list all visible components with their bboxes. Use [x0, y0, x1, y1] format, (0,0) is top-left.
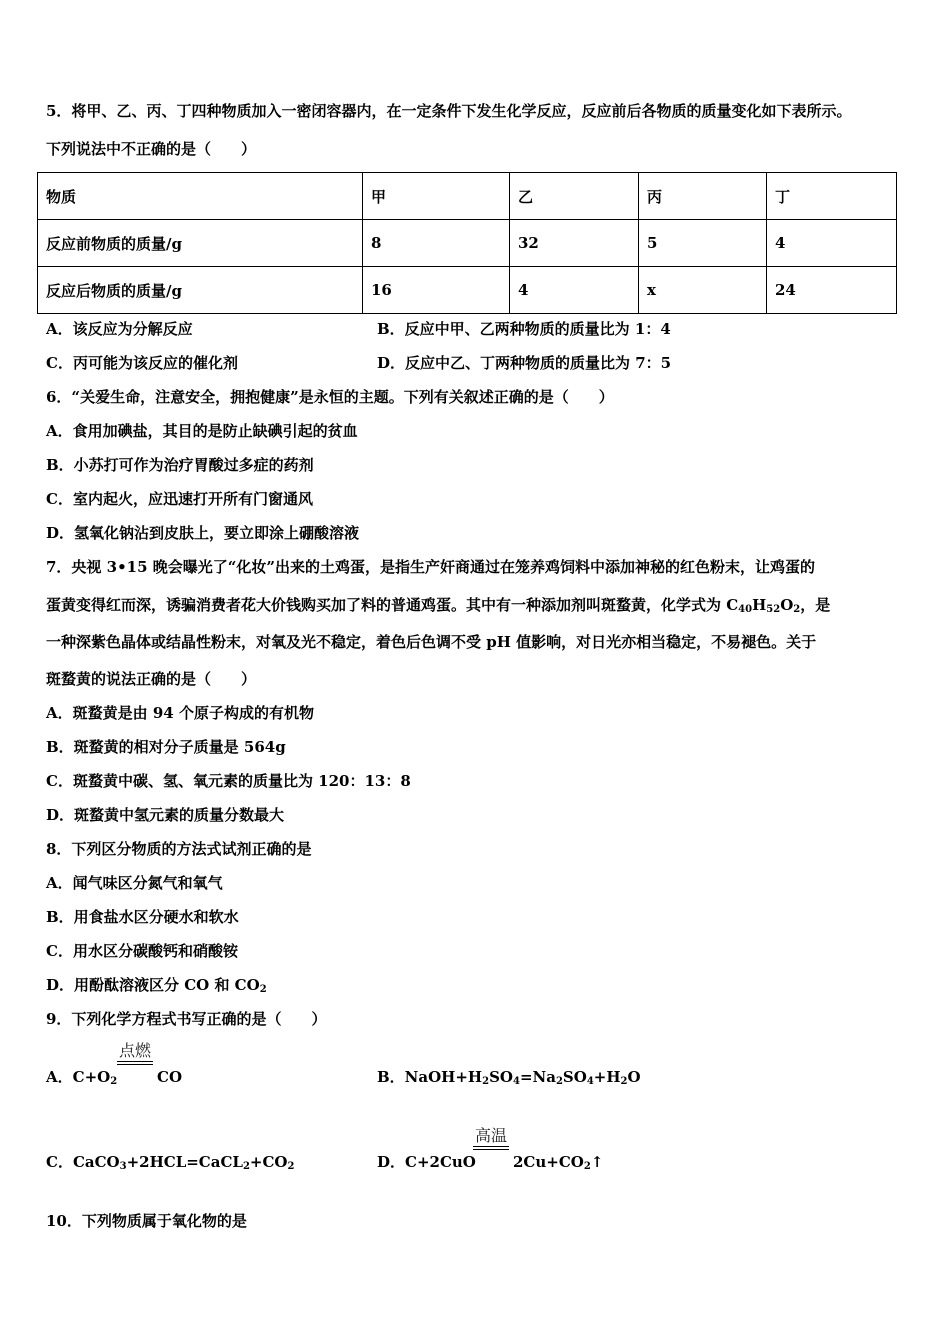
q5-option-a: A．该反应为分解反应	[46, 320, 193, 338]
q6-stem: 6．“关爱生命，注意安全，拥抱健康”是永恒的主题。下列有关叙述正确的是（ ）	[46, 388, 614, 406]
table-row	[38, 267, 897, 314]
table-cell: 甲	[363, 173, 510, 220]
equals-bar	[117, 1061, 153, 1065]
q5-stem-line2: 下列说法中不正确的是（ ）	[46, 140, 257, 158]
q8-stem: 8．下列区分物质的方法式试剂正确的是	[46, 840, 312, 858]
table-cell: 32	[510, 220, 639, 267]
table-row	[38, 220, 897, 267]
q7-option-c: C．斑蝥黄中碳、氢、氧元素的质量比为 120：13：8	[46, 772, 411, 790]
table-cell: 5	[639, 220, 767, 267]
q7-stem-line1: 7．央视 3•15 晚会曝光了“化妆”出来的土鸡蛋，是指生产奸商通过在笼养鸡饲料中添加神秘的红色粉末，让鸡蛋的	[46, 558, 816, 576]
q8-option-b: B．用食盐水区分硬水和软水	[46, 908, 239, 926]
q8-option-a: A．闻气味区分氮气和氧气	[46, 874, 223, 892]
q9-a-condition	[116, 1041, 154, 1065]
q6-option-d: D．氢氧化钠沾到皮肤上，要立即涂上硼酸溶液	[46, 524, 360, 542]
q8-option-c: C．用水区分碳酸钙和硝酸铵	[46, 942, 238, 960]
q6-option-c: C．室内起火，应迅速打开所有门窗通风	[46, 490, 313, 508]
table-cell: 丙	[639, 173, 767, 220]
q5-stem-line1: 5．将甲、乙、丙、丁四种物质加入一密闭容器内，在一定条件下发生化学反应，反应前后各物质的质量变化如下表所示。	[46, 102, 852, 120]
q6-option-a: A．食用加碘盐，其目的是防止缺碘引起的贫血	[46, 422, 358, 440]
reaction-condition: 高温	[474, 1126, 507, 1145]
q5-option-c: C．丙可能为该反应的催化剂	[46, 354, 238, 372]
table-header-row	[38, 173, 897, 220]
q6-option-b: B．小苏打可作为治疗胃酸过多症的药剂	[46, 456, 314, 474]
q7-option-b: B．斑蝥黄的相对分子质量是 564g	[46, 738, 286, 756]
table-cell: 8	[363, 220, 510, 267]
q9-option-d: D．C+2CuO	[377, 1153, 476, 1171]
q7-option-a: A．斑蝥黄是由 94 个原子构成的有机物	[46, 704, 314, 722]
table-cell: 物质	[38, 173, 363, 220]
equals-bar	[473, 1146, 509, 1150]
table-cell: 反应后物质的质量/g	[38, 267, 363, 314]
subscript: 52	[766, 604, 781, 615]
table-cell: 24	[767, 267, 897, 314]
q9-option-b: B．$NaOH+H_2SO_4=Na_2SO_4+H_2O$	[377, 1068, 641, 1087]
table-cell: 反应前物质的质量/g	[38, 220, 363, 267]
q9-d-product: $2Cu+CO_2↑$	[513, 1153, 604, 1172]
q5-option-d: D．反应中乙、丁两种物质的质量比为 7：5	[377, 354, 672, 372]
table-cell: 4	[767, 220, 897, 267]
q9-d-condition	[472, 1126, 510, 1150]
q8-option-d: D．用酚酞溶液区分 CO 和 $CO_2$	[46, 976, 267, 995]
q9-a-product: CO	[157, 1068, 183, 1086]
table-cell: 4	[510, 267, 639, 314]
q5-mass-table	[37, 172, 897, 314]
table-cell: 丁	[767, 173, 897, 220]
subscript: 2	[259, 984, 267, 995]
q5-option-b: B．反应中甲、乙两种物质的质量比为 1：4	[377, 320, 671, 338]
table-cell: x	[639, 267, 767, 314]
q10-stem: 10．下列物质属于氧化物的是	[46, 1212, 247, 1230]
subscript: 2	[793, 604, 801, 615]
subscript: 2	[110, 1076, 118, 1087]
subscript: 40	[738, 604, 753, 615]
reaction-condition: 点燃	[118, 1041, 151, 1060]
q7-option-d: D．斑蝥黄中氢元素的质量分数最大	[46, 806, 285, 824]
q9-stem: 9．下列化学方程式书写正确的是（ ）	[46, 1010, 327, 1028]
q9-option-c: C．$CaCO_3+2HCL=CaCL_2+CO_2$	[46, 1153, 295, 1172]
q9-option-a: A．$C+O_2$	[46, 1068, 118, 1087]
table-cell: 乙	[510, 173, 639, 220]
q7-stem-line2: 蛋黄变得红而深，诱骗消费者花大价钱购买加了料的普通鸡蛋。其中有一种添加剂叫斑蝥黄，化学式为 $C_{40}H_{52}O_2$，是	[46, 596, 831, 615]
q7-stem-line3: 一种深紫色晶体或结晶性粉末，对氧及光不稳定，着色后色调不受 pH 值影响，对日光亦相当稳定，不易褪色。关于	[46, 633, 817, 651]
table-cell: 16	[363, 267, 510, 314]
q7-stem-line4: 斑蝥黄的说法正确的是（ ）	[46, 670, 257, 688]
